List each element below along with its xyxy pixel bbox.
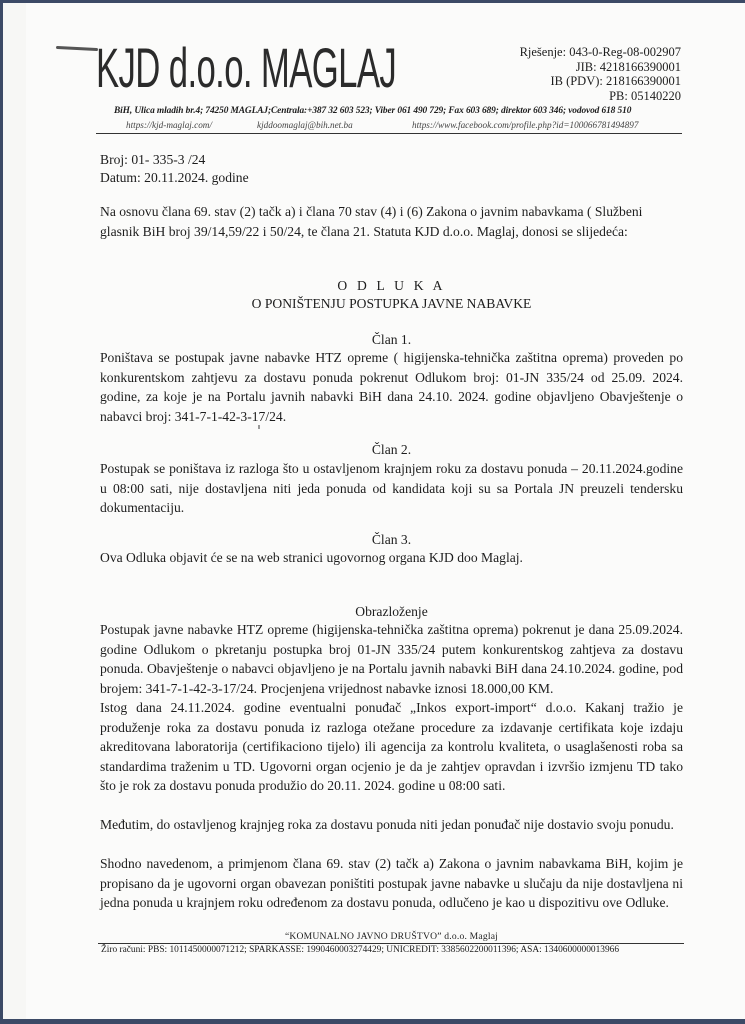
article-3-text: Ova Odluka objavit će se na web stranici ugovornog organa KJD doo Maglaj. xyxy=(100,550,523,565)
email-link[interactable]: kjddoomaglaj@bih.net.ba xyxy=(257,120,353,130)
facebook-link[interactable]: https://www.facebook.com/profile.php?id=100066781494897 xyxy=(412,120,639,130)
document-date: Datum: 20.11.2024. godine xyxy=(100,170,249,185)
footer-bank-accounts: Žiro računi: PBS: 1011450000071212; SPARKASSE: 1990460003274429; UNICREDIT: 3385602200011396; ASA: 1340600000013966 xyxy=(101,945,620,955)
scan-speck xyxy=(258,425,260,429)
footer-company: “KOMUNALNO JAVNO DRUŠTVO” d.o.o. Maglaj xyxy=(284,931,499,942)
article-2-text: Postupak se poništava iz razloga što u ostavljenom krajnjem roku za dostavu ponuda – 20.11.2024.godine u 08:00 sati, nije dostavljena niti jeda ponuda od kandidata koji su sa Portala JN preuzeli tendersku dokumentaciju. xyxy=(100,461,683,515)
contact-line: BiH, Ulica mladih br.4; 74250 MAGLAJ;Centrala:+387 32 603 523; Viber 061 490 729; Fax 603 689; direktor 603 346; vodovod 618 510 xyxy=(114,106,632,116)
registration-info xyxy=(520,45,681,103)
article-3-heading: Član 3. xyxy=(371,532,412,547)
document-meta xyxy=(100,151,249,187)
registration-number: Rješenje: 043-0-Reg-08-002907 xyxy=(519,45,681,59)
vat-number: IB (PDV): 218166390001 xyxy=(550,74,681,88)
explanation-paragraph-3: Međutim, do ostavljenog krajnjeg roka za dostavu ponuda niti jedan ponuđač nije dostavio svoju ponudu. xyxy=(100,817,674,832)
document-title-block xyxy=(100,277,683,313)
article-1-heading: Član 1. xyxy=(371,332,412,347)
article-1-text: Poništava se postupak javne nabavke HTZ opreme ( higijenska-tehnička zaštitna oprema) proveden po konkurentskom zahtjevu za dostavu ponuda pokrenut Odlukom broj: 01-JN 335/24 od 25.09. 2024. godine, za koje je na Portalu javnih nabavki BiH dana 24.10. 2024. godine objavljeno Obavještenje o nabavci broj: 341-7-1-42-3-17/24. xyxy=(100,350,683,424)
company-logo: KJD d.o.o. MAGLAJ xyxy=(96,36,397,99)
explanation-heading: Obrazloženje xyxy=(355,604,428,619)
document-number: Broj: 01- 335-3 /24 xyxy=(100,152,206,167)
explanation-paragraph-4: Shodno navedenom, a primjenom člana 69. stav (2) tačk a) Zakona o javnim nabavkama BiH, kojim je propisano da je ugovorni organ obavezan poništiti postupak javne nabavke u slučaju da nije dostavljena ni jedna ponuda u krajnjem roku određenom za dostavu ponuda, odlučeno je kao u dispozitivu ove Odluke. xyxy=(100,856,683,910)
jib-number: JIB: 4218166390001 xyxy=(575,59,681,74)
article-2-heading: Član 2. xyxy=(371,442,412,457)
intro-paragraph: Na osnovu člana 69. stav (2) tačk a) i člana 70 stav (4) i (6) Zakona o javnim nabavkama ( Službeni glasnik BiH broj 39/14,59/22 i 50/24, te člana 21. Statuta KJD d.o.o. Maglaj, donosi se slijedeća: xyxy=(100,204,643,239)
explanation-paragraph-1: Postupak javne nabavke HTZ opreme (higijenska-tehnička zaštitna oprema) pokrenut je dana 25.09.2024. godine Odlukom o pkretanju postupka broj 01-JN 335/24 putem konkurentskog zahtjeva za dostavu ponuda. Obavještenje o nabavci objavljeno je na Portalu javnih nabavki BiH dana 24.10.2024. godine, pod brojem: 341-7-1-42-3-17/24. Procjenjena vrijednost nabavke iznosi 18.000,00 KM. xyxy=(100,622,683,696)
website-link[interactable]: https://kjd-maglaj.com/ xyxy=(126,120,212,130)
header-divider xyxy=(96,133,682,134)
footer-divider xyxy=(98,943,684,944)
document-title: O D L U K A xyxy=(337,278,446,293)
document-subtitle: O PONIŠTENJU POSTUPKA JAVNE NABAVKE xyxy=(251,296,532,311)
pb-number: PB: 05140220 xyxy=(609,88,681,103)
explanation-paragraph-2: Istog dana 24.11.2024. godine eventualni ponuđač „Inkos export-import“ d.o.o. Kakanj tražio je produženje roka za dostavu ponuda iz razloga otežane procedure za izdavanje certifikata koje izdaju akreditovana laboratorija (certifikaciono tijelo) ili agencija za kontrolu kvaliteta, o usaglašenosti roba sa standardima traženim u TD. Ugovorni organ ocjenio je da je zahtjev opravdan i izvršio izmjenu TD tako što je rok za dostavu ponuda produžio do 20.11. 2024. godine u 08:00 sati. xyxy=(100,700,683,793)
